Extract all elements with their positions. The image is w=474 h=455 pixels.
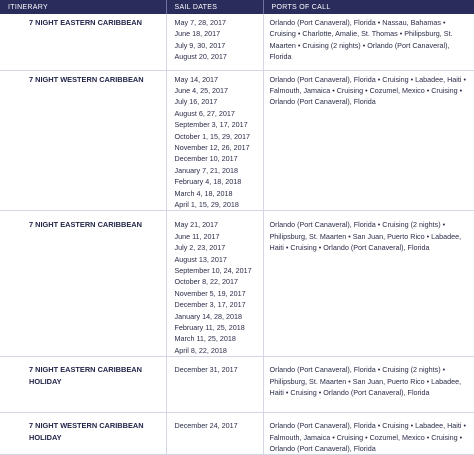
sail-date: May 21, 2017 [174,220,219,230]
header-itinerary: ITINERARY [0,0,166,14]
sail-date: June 11, 2017 [174,231,220,241]
sail-date: February 4, 18, 2018 [174,177,242,187]
ports-of-call: Orlando (Port Canaveral), Florida • Cruising • Labadee, Haiti • Falmouth, Jamaica • Cruising • Cozumel, Mexico • Cruising • Orlando (Port Canaveral), Florida [263,70,474,211]
sail-date: September 3, 17, 2017 [174,120,248,130]
sail-date: May 14, 2017 [174,74,219,84]
itinerary-name: 7 NIGHT WESTERN CARIBBEAN HOLIDAY [0,413,166,455]
ports-of-call: Orlando (Port Canaveral), Florida • Cruising (2 nights) • Philipsburg, St. Maarten • San Juan, Puerto Rico • Labadee, Haiti • Cruising • Orlando (Port Canaveral), Florida [263,211,474,357]
sail-date: March 4, 18, 2018 [174,188,233,198]
sail-dates [166,413,263,455]
sail-date: August 20, 2017 [174,52,227,62]
sail-date: March 11, 25, 2018 [174,334,236,344]
table-row [0,413,474,455]
table-row [0,357,474,413]
header-row [0,0,474,14]
sail-date: September 10, 24, 2017 [174,266,252,275]
sail-date: December 24, 2017 [174,421,238,431]
ports-of-call: Orlando (Port Canaveral), Florida • Cruising • Labadee, Haiti • Falmouth, Jamaica • Cruising • Cozumel, Mexico • Cruising • Orlando (Port Canaveral), Florida [263,413,474,455]
ports-of-call: Orlando (Port Canaveral), Florida • Cruising (2 nights) • Philipsburg, St. Maarten • San Juan, Puerto Rico • Labadee, Haiti • Cruising • Orlando (Port Canaveral), Florida [263,357,474,413]
sail-date: December 10, 2017 [174,154,238,164]
sail-date: November 5, 19, 2017 [174,288,246,298]
sail-date: July 2, 23, 2017 [174,243,226,253]
header-sail-dates: SAIL DATES [166,0,263,14]
sail-date: July 9, 30, 2017 [174,40,226,50]
sail-date: October 8, 22, 2017 [174,277,239,287]
sail-date: December 31, 2017 [174,365,238,375]
itinerary-name: 7 NIGHT EASTERN CARIBBEAN [0,14,166,70]
sail-dates [166,70,263,211]
ports-of-call: Orlando (Port Canaveral), Florida • Nassau, Bahamas • Cruising • Charlotte, Amalie, St. Thomas • Philipsburg, St. Maarten • Cruising (2 nights) • Orlando (Port Canaveral), Florida [263,14,474,70]
table-row [0,211,474,357]
sail-date: August 6, 27, 2017 [174,108,235,118]
sail-date: April 8, 22, 2018 [174,345,227,355]
sail-dates [166,14,263,70]
itinerary-name: 7 NIGHT EASTERN CARIBBEAN [0,211,166,357]
sail-dates [166,211,263,357]
sail-date: May 7, 28, 2017 [174,18,227,27]
sail-date: April 1, 15, 29, 2018 [174,199,239,209]
sail-dates [166,357,263,413]
table-row [0,70,474,211]
sail-date: January 14, 28, 2018 [174,311,243,321]
table-row [0,14,474,70]
sail-date: November 12, 26, 2017 [174,142,250,152]
sail-date: January 7, 21, 2018 [174,165,239,175]
sail-date: June 4, 25, 2017 [174,85,229,95]
sail-date: October 1, 15, 29, 2017 [174,131,251,141]
sail-date: July 16, 2017 [174,97,218,107]
itinerary-name: 7 NIGHT WESTERN CARIBBEAN [0,70,166,211]
sail-date: June 18, 2017 [174,29,221,39]
sail-date: February 11, 25, 2018 [174,323,245,333]
sail-date: August 13, 2017 [174,254,227,264]
sail-date: December 3, 17, 2017 [174,300,246,310]
header-ports-of-call: PORTS OF CALL [263,0,474,14]
itinerary-name: 7 NIGHT EASTERN CARIBBEAN HOLIDAY [0,357,166,413]
